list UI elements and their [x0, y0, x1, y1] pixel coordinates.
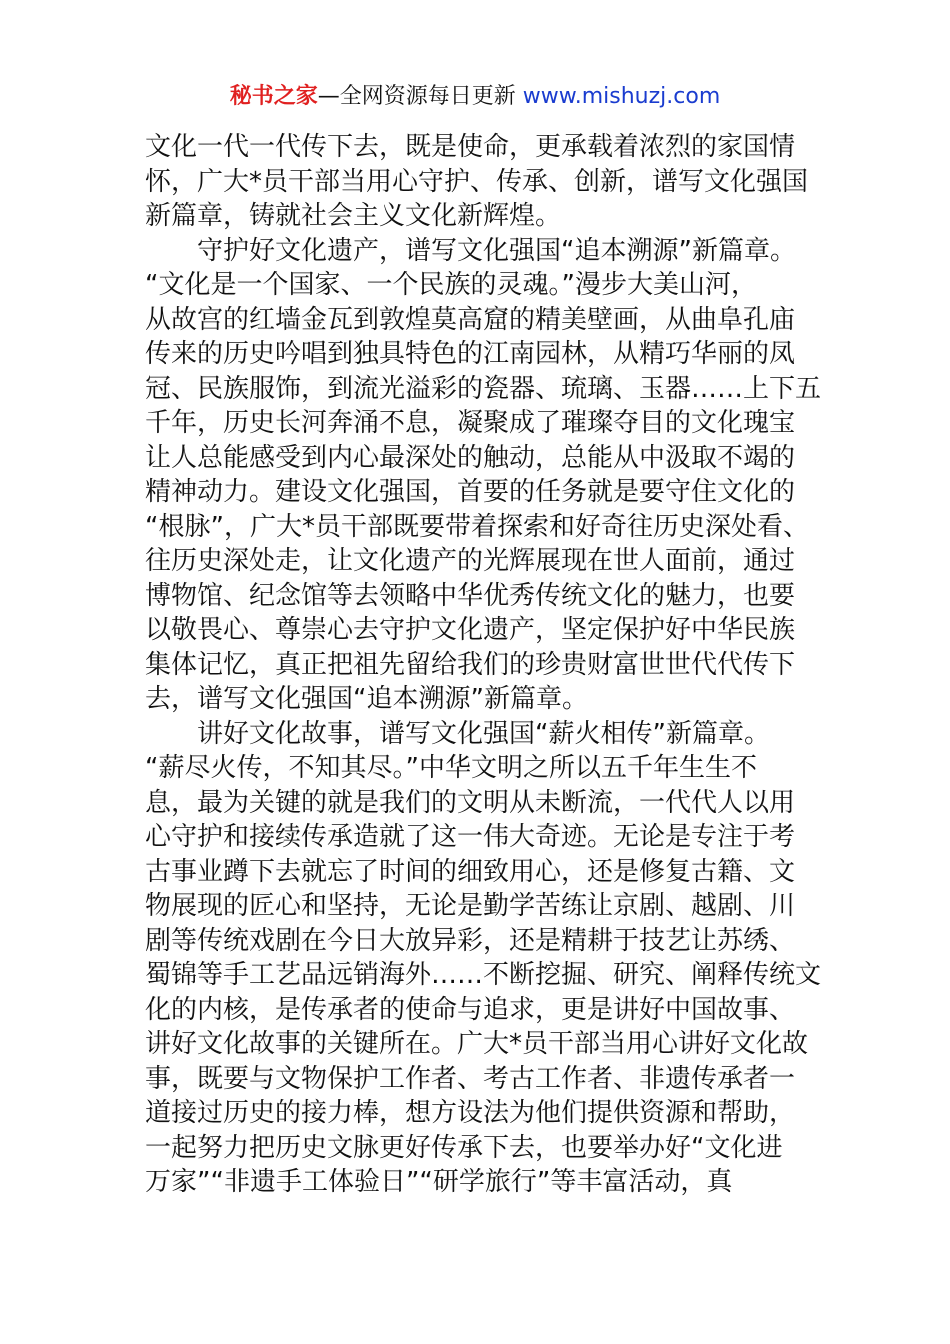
text-line: 道接过历史的接力棒，想方设法为他们提供资源和帮助， [145, 1098, 796, 1128]
text-line: 万家”“非遗手工体验日”“研学旅行”等丰富活动，真 [145, 1167, 733, 1197]
text-line: 讲好文化故事，谱写文化强国“薪火相传”新篇章。 [145, 718, 770, 749]
site-url-link[interactable]: www.mishuzj.com [522, 84, 721, 109]
text-line: 让人总能感受到内心最深处的触动，总能从中汲取不竭的 [145, 442, 796, 473]
text-line: 物展现的匠心和坚持，无论是勤学苦练让京剧、越剧、川 [145, 891, 796, 921]
text-line: 以敬畏心、尊崇心去守护文化遗产，坚定保护好中华民族 [145, 615, 796, 645]
text-line: “薪尽火传，不知其尽。”中华文明之所以五千年生生不 [145, 753, 757, 783]
text-line: “文化是一个国家、一个民族的灵魂。”漫步大美山河， [145, 270, 757, 300]
text-line: 事，既要与文物保护工作者、考古工作者、非遗传承者一 [145, 1063, 796, 1094]
text-line: 冠、民族服饰，到流光溢彩的瓷器、琉璃、玉器……上下五 [145, 373, 822, 404]
text-line: 化的内核，是传承者的使命与追求，更是讲好中国故事、 [145, 994, 796, 1025]
site-brand: 秘书之家 [229, 84, 318, 109]
site-header [0, 80, 950, 114]
text-line: 精神动力。建设文化强国，首要的任务就是要守住文化的 [145, 477, 796, 507]
text-line: 集体记忆，真正把祖先留给我们的珍贵财富世世代代传下 [145, 649, 796, 680]
text-line: 新篇章，铸就社会主义文化新辉煌。 [145, 201, 562, 231]
text-line: 博物馆、纪念馆等去领略中华优秀传统文化的魅力，也要 [145, 580, 796, 611]
site-tagline: —全网资源每日更新 [317, 84, 523, 109]
text-line: 千年，历史长河奔涌不息，凝聚成了璀璨夺目的文化瑰宝 [145, 408, 796, 438]
text-line: 守护好文化遗产，谱写文化强国“追本溯源”新篇章。 [145, 235, 796, 266]
text-line: 一起努力把历史文脉更好传承下去，也要举办好“文化进 [145, 1132, 783, 1163]
text-line: 去，谱写文化强国“追本溯源”新篇章。 [145, 684, 588, 714]
text-line: 蜀锦等手工艺品远销海外……不断挖掘、研究、阐释传统文 [145, 960, 822, 990]
text-line: 剧等传统戏剧在今日大放异彩，还是精耕于技艺让苏绣、 [145, 925, 796, 956]
text-line: 传来的历史吟唱到独具特色的江南园林，从精巧华丽的凤 [145, 339, 796, 369]
text-line: 古事业蹲下去就忘了时间的细致用心，还是修复古籍、文 [145, 856, 796, 887]
text-line: 从故宫的红墙金瓦到敦煌莫高窟的精美壁画，从曲阜孔庙 [145, 304, 796, 335]
text-line: “根脉”，广大*员干部既要带着探索和好奇往历史深处看、 [145, 511, 809, 542]
text-line: 息，最为关键的就是我们的文明从未断流，一代代人以用 [145, 787, 796, 818]
text-line: 文化一代一代传下去，既是使命，更承载着浓烈的家国情 [145, 132, 796, 162]
document-body [145, 130, 822, 1200]
text-line: 心守护和接续传承造就了这一伟大奇迹。无论是专注于考 [145, 822, 796, 852]
text-line: 往历史深处走，让文化遗产的光辉展现在世人面前，通过 [145, 546, 796, 576]
text-line: 怀，广大*员干部当用心守护、传承、创新，谱写文化强国 [145, 166, 809, 197]
text-line: 讲好文化故事的关键所在。广大*员干部当用心讲好文化故 [145, 1029, 809, 1059]
